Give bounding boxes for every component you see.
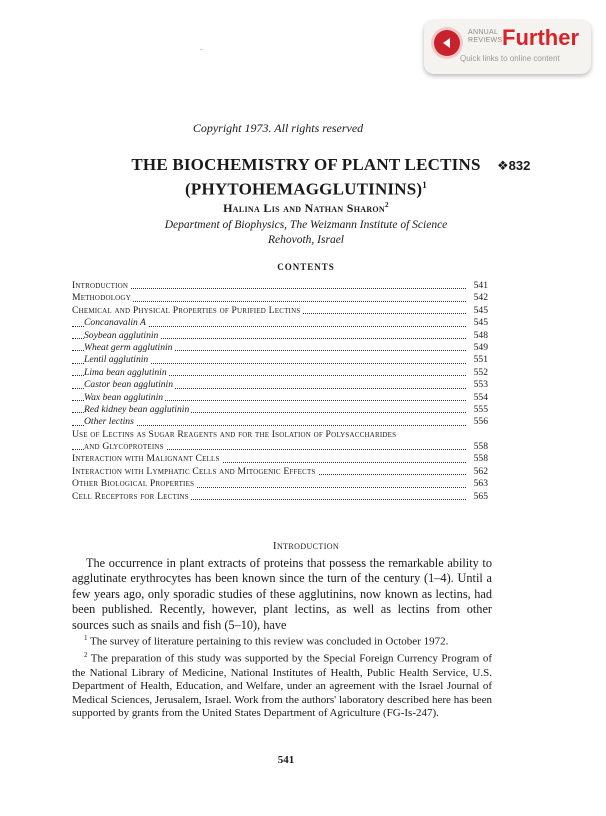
authors-text: Halina Lis and Nathan Sharon [223,201,385,215]
toc-entry-page: 565 [466,491,488,503]
toc-entry-page: 563 [466,478,488,490]
annual-reviews-logo-text: ANNUAL REVIEWS [468,29,503,44]
toc-entry [72,292,488,304]
toc-entry-label: Cell Receptors for Lectins [72,490,189,502]
toc-entry [72,491,488,503]
toc-entry-label: Other Biological Properties [72,478,195,490]
affiliation-line-1: Department of Biophysics, The Weizmann Institute of Science [164,219,448,231]
toc-entry-page: 558 [466,453,488,465]
toc-entry [72,441,488,453]
toc-entry-page: 548 [466,330,488,342]
title-line-2-text: (PHYTOHEMAGGLUTININS) [185,179,423,199]
toc-entry-label: Red kidney bean agglutinin [84,403,190,415]
authors-footnote-mark: 2 [385,201,389,209]
table-of-contents [72,280,488,503]
footnote-2-mark: 2 [84,651,88,660]
toc-entry [72,379,488,391]
toc-entry-label: Interaction with Malignant Cells [72,453,220,465]
toc-entry [72,342,488,354]
toc-entry-label: Methodology [72,292,131,304]
toc-entry-page: 555 [466,404,488,416]
toc-entry-label: Wax bean agglutinin [84,391,164,403]
footnote-2-text: The preparation of this study was supported by the Special Foreign Currency Program of the National Library of Medicine, National Institutes of Health, Public Health Service, U.S. Department of Health, Education, and Welfare, under an agreement with the Israel Journal of Medical Sciences, Jerusalem, Israel. Work from the authors' laboratory described here has been supported by grants from the United States Department of Agriculture (FG-Is-247). [72,652,492,720]
toc-entry-label: Other lectins [84,416,134,428]
toc-entry [72,305,488,317]
introduction-heading: Introduction [272,540,340,552]
toc-entry [72,466,488,478]
toc-entry [72,478,488,490]
toc-entry [72,317,488,329]
article-id: ❖832 [497,158,531,173]
contents-heading: CONTENTS [277,262,335,272]
toc-entry-page: 545 [466,305,488,317]
toc-entry [72,354,488,366]
toc-entry-label: Wheat germ agglutinin [84,341,173,353]
toc-entry-page: 542 [466,292,488,304]
footnotes [72,632,492,721]
arrow-left-icon [434,30,460,56]
toc-entry-label: Introduction [72,280,129,291]
affiliation [64,218,548,248]
toc-entry-label: Use of Lectins as Sugar Reagents and for the Isolation of Polysaccharides [72,428,397,440]
toc-entry-label: Lentil agglutinin [84,354,149,366]
footnote-1-text: The survey of literature pertaining to this review was concluded in October 1972. [87,635,449,648]
toc-entry [72,392,488,404]
toc-entry-page: 553 [466,379,488,391]
toc-entry-label: and Glycoproteins [84,441,164,453]
toc-entry-label: Soybean agglutinin [84,329,159,341]
footnote-1-mark: 1 [84,634,88,642]
footnote-1 [72,632,492,649]
scan-artifact [200,49,203,50]
toc-leader-dots [72,288,466,289]
toc-entry-page: 552 [466,367,488,379]
title-line-2 [64,175,548,200]
toc-entry [72,453,488,465]
further-label: Further [502,25,579,50]
toc-entry-page: 549 [466,342,488,354]
toc-entry-page: 558 [466,441,488,453]
article-title [64,155,548,200]
copyright-notice: Copyright 1973. All rights reserved [192,121,364,135]
toc-entry [72,280,488,292]
toc-entry-page: 554 [466,392,488,404]
introduction-paragraph: The occurrence in plant extracts of proteins that possess the remarkable ability to agglutinate erythrocytes has been known since the turn of the century (1–4). Until a few years ago, only sporadic studies of these agglutinins, now known as lectins, had been published. Recently, however, plant lectins, as well as lectins from other sources such as snails and fish (5–10), have [72,556,492,632]
page-number: 541 [277,754,295,766]
toc-entry [72,404,488,416]
toc-entry [72,367,488,379]
toc-entry [72,416,488,428]
affiliation-line-2: Rehovoth, Israel [267,234,344,246]
toc-entry-page: 562 [466,466,488,478]
toc-entry-label: Castor bean agglutinin [84,379,174,391]
authors [0,201,606,216]
toc-entry-label: Lima bean agglutinin [84,366,167,378]
toc-entry-page: 541 [466,280,488,292]
toc-entry-label: Concanavalin A [84,317,146,329]
toc-entry [72,330,488,342]
footnote-2 [72,649,492,721]
toc-entry-page: 545 [466,317,488,329]
toc-entry-page: 556 [466,416,488,428]
toc-entry-label: Interaction with Lymphatic Cells and Mitogenic Effects [72,465,316,477]
title-line-1: THE BIOCHEMISTRY OF PLANT LECTINS [131,155,481,174]
quick-links-label: Quick links to online content [460,54,560,63]
introduction-body [72,556,492,633]
annual-reviews-further-badge[interactable] [424,20,591,74]
title-footnote-mark: 1 [422,180,427,190]
toc-entry-page: 551 [466,354,488,366]
toc-entry [72,429,488,441]
toc-entry-label: Chemical and Physical Properties of Purified Lectins [72,304,301,316]
